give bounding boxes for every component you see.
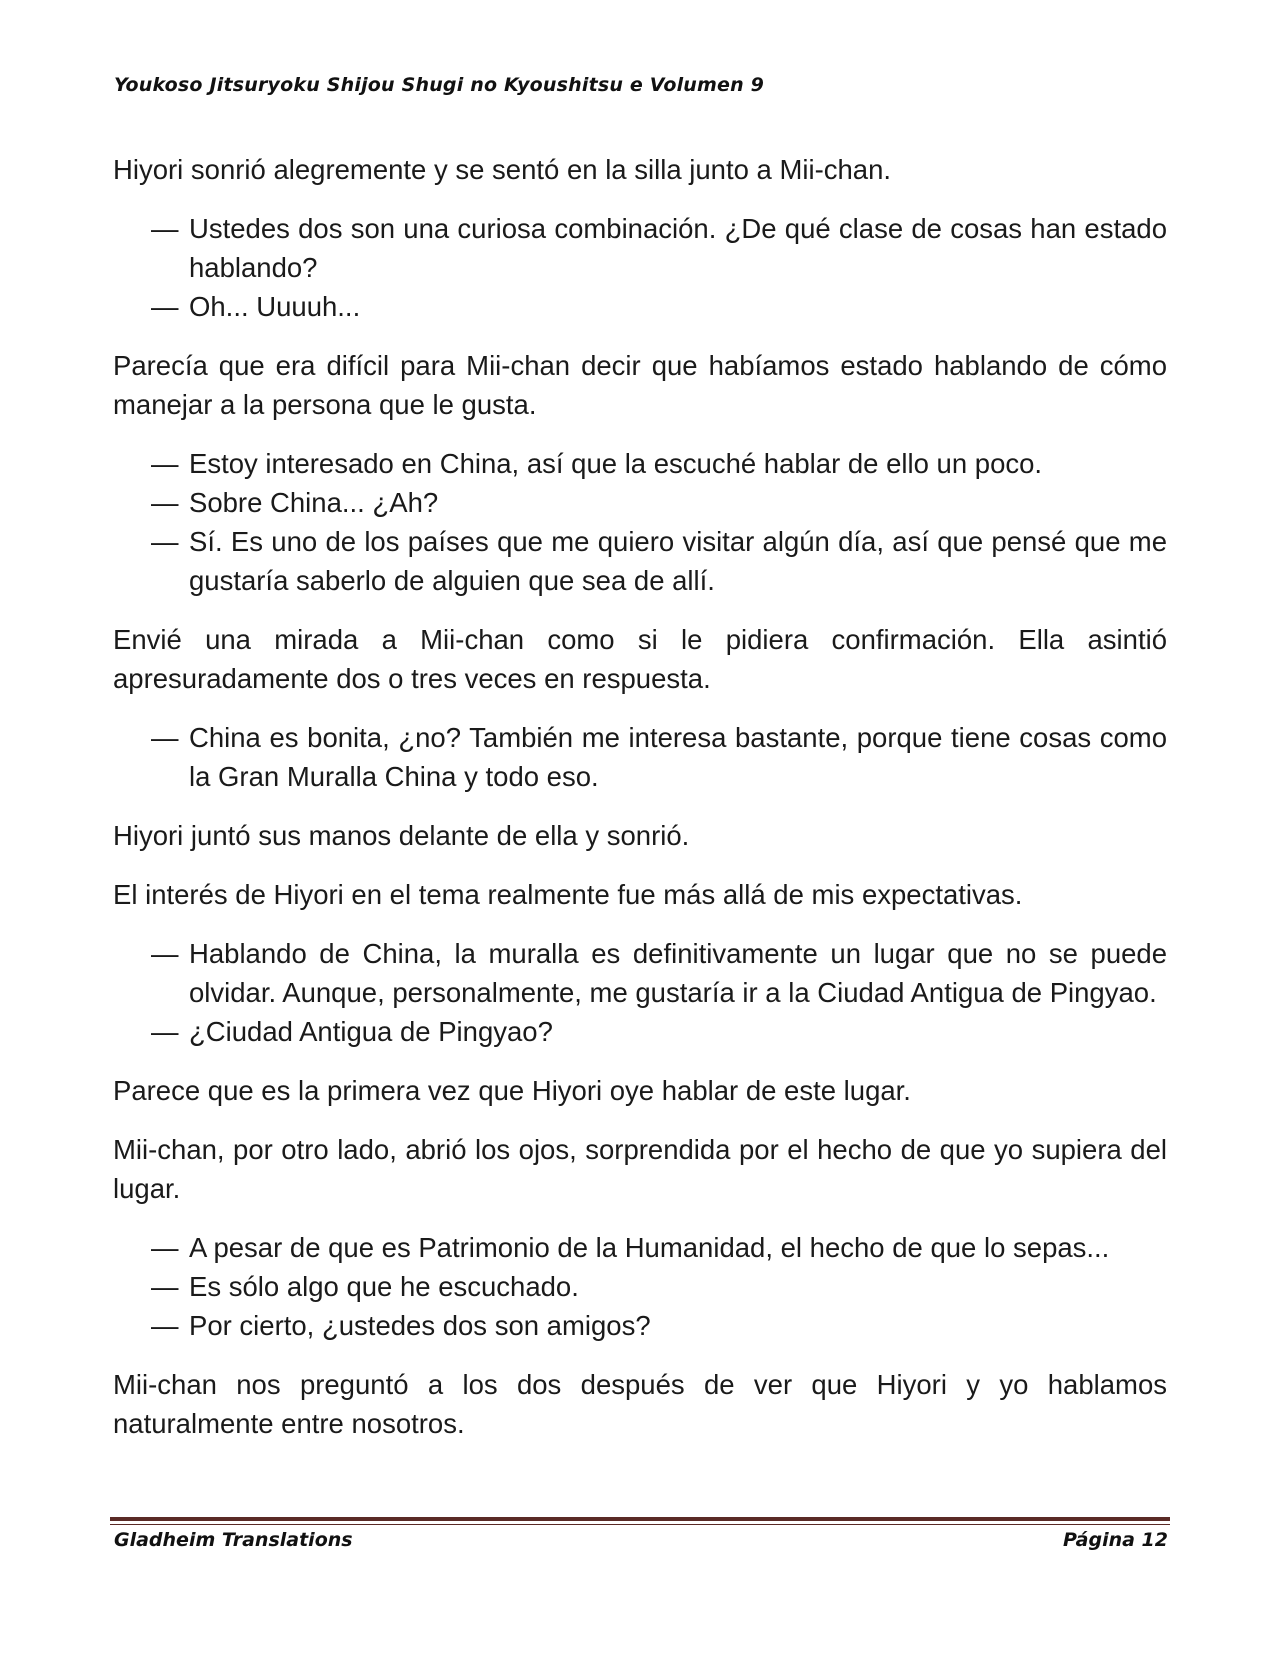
dialogue-line [113,209,1167,287]
dialogue-text: Oh... Uuuuh... [189,291,361,322]
dialogue-group [113,1228,1167,1345]
dialogue-line [113,444,1167,483]
paragraph: Envié una mirada a Mii-chan como si le pidiera confirmación. Ella asintió apresuradamente dos o tres veces en respuesta. [113,624,1167,694]
paragraph: Mii-chan nos preguntó a los dos después de ver que Hiyori y yo hablamos naturalmente entre nosotros. [113,1369,1167,1439]
dialogue-line [113,934,1167,1012]
em-dash: — [151,291,179,322]
footer-rule [110,1517,1170,1521]
em-dash: — [151,1310,179,1341]
dialogue-text: A pesar de que es Patrimonio de la Humanidad, el hecho de que lo sepas... [189,1232,1110,1263]
dialogue-text: Hablando de China, la muralla es definitivamente un lugar que no se puede olvidar. Aunque, personalmente, me gustaría ir a la Ciudad Antigua de Pingyao. [189,938,1167,1008]
paragraph: Parece que es la primera vez que Hiyori oye hablar de este lugar. [113,1075,911,1106]
header-title: Youkoso Jitsuryoku Shijou Shugi no Kyoushitsu e Volumen 9 [114,74,765,96]
em-dash: — [151,1232,179,1263]
dialogue-text: Ustedes dos son una curiosa combinación. ¿De qué clase de cosas han estado hablando? [189,213,1167,283]
paragraph: Hiyori sonrió alegremente y se sentó en la silla junto a Mii-chan. [113,154,892,185]
paragraph: Mii-chan, por otro lado, abrió los ojos, sorprendida por el hecho de que yo supiera del lugar. [113,1134,1167,1204]
dialogue-line [113,718,1167,796]
dialogue-text: Estoy interesado en China, así que la escuché hablar de ello un poco. [189,448,1043,479]
em-dash: — [151,487,179,518]
dialogue-line [113,522,1167,600]
dialogue-text: ¿Ciudad Antigua de Pingyao? [189,1016,553,1047]
page-number: Página 12 [1062,1529,1168,1551]
dialogue-line [113,1228,1167,1267]
paragraph: Hiyori juntó sus manos delante de ella y sonrió. [113,820,690,851]
footer-rule-thin [110,1524,1170,1525]
em-dash: — [151,448,179,479]
em-dash: — [151,722,179,753]
dialogue-group [113,718,1167,796]
dialogue-line [113,287,1167,326]
paragraph: Parecía que era difícil para Mii-chan decir que habíamos estado hablando de cómo manejar a la persona que le gusta. [113,350,1167,420]
dialogue-group [113,934,1167,1051]
dialogue-line [113,1267,1167,1306]
dialogue-text: China es bonita, ¿no? También me interesa bastante, porque tiene cosas como la Gran Muralla China y todo eso. [189,722,1167,792]
dialogue-group [113,444,1167,600]
body-text [113,150,1167,1463]
dialogue-text: Es sólo algo que he escuchado. [189,1271,579,1302]
dialogue-line [113,483,1167,522]
em-dash: — [151,1271,179,1302]
em-dash: — [151,526,179,557]
dialogue-line [113,1306,1167,1345]
dialogue-text: Por cierto, ¿ustedes dos son amigos? [189,1310,651,1341]
dialogue-text: Sobre China... ¿Ah? [189,487,439,518]
em-dash: — [151,938,179,969]
em-dash: — [151,213,179,244]
dialogue-line [113,1012,1167,1051]
paragraph: El interés de Hiyori en el tema realmente fue más allá de mis expectativas. [113,879,1023,910]
em-dash: — [151,1016,179,1047]
dialogue-group [113,209,1167,326]
footer-credit: Gladheim Translations [114,1529,353,1551]
dialogue-text: Sí. Es uno de los países que me quiero visitar algún día, así que pensé que me gustaría saberlo de alguien que sea de allí. [189,526,1167,596]
